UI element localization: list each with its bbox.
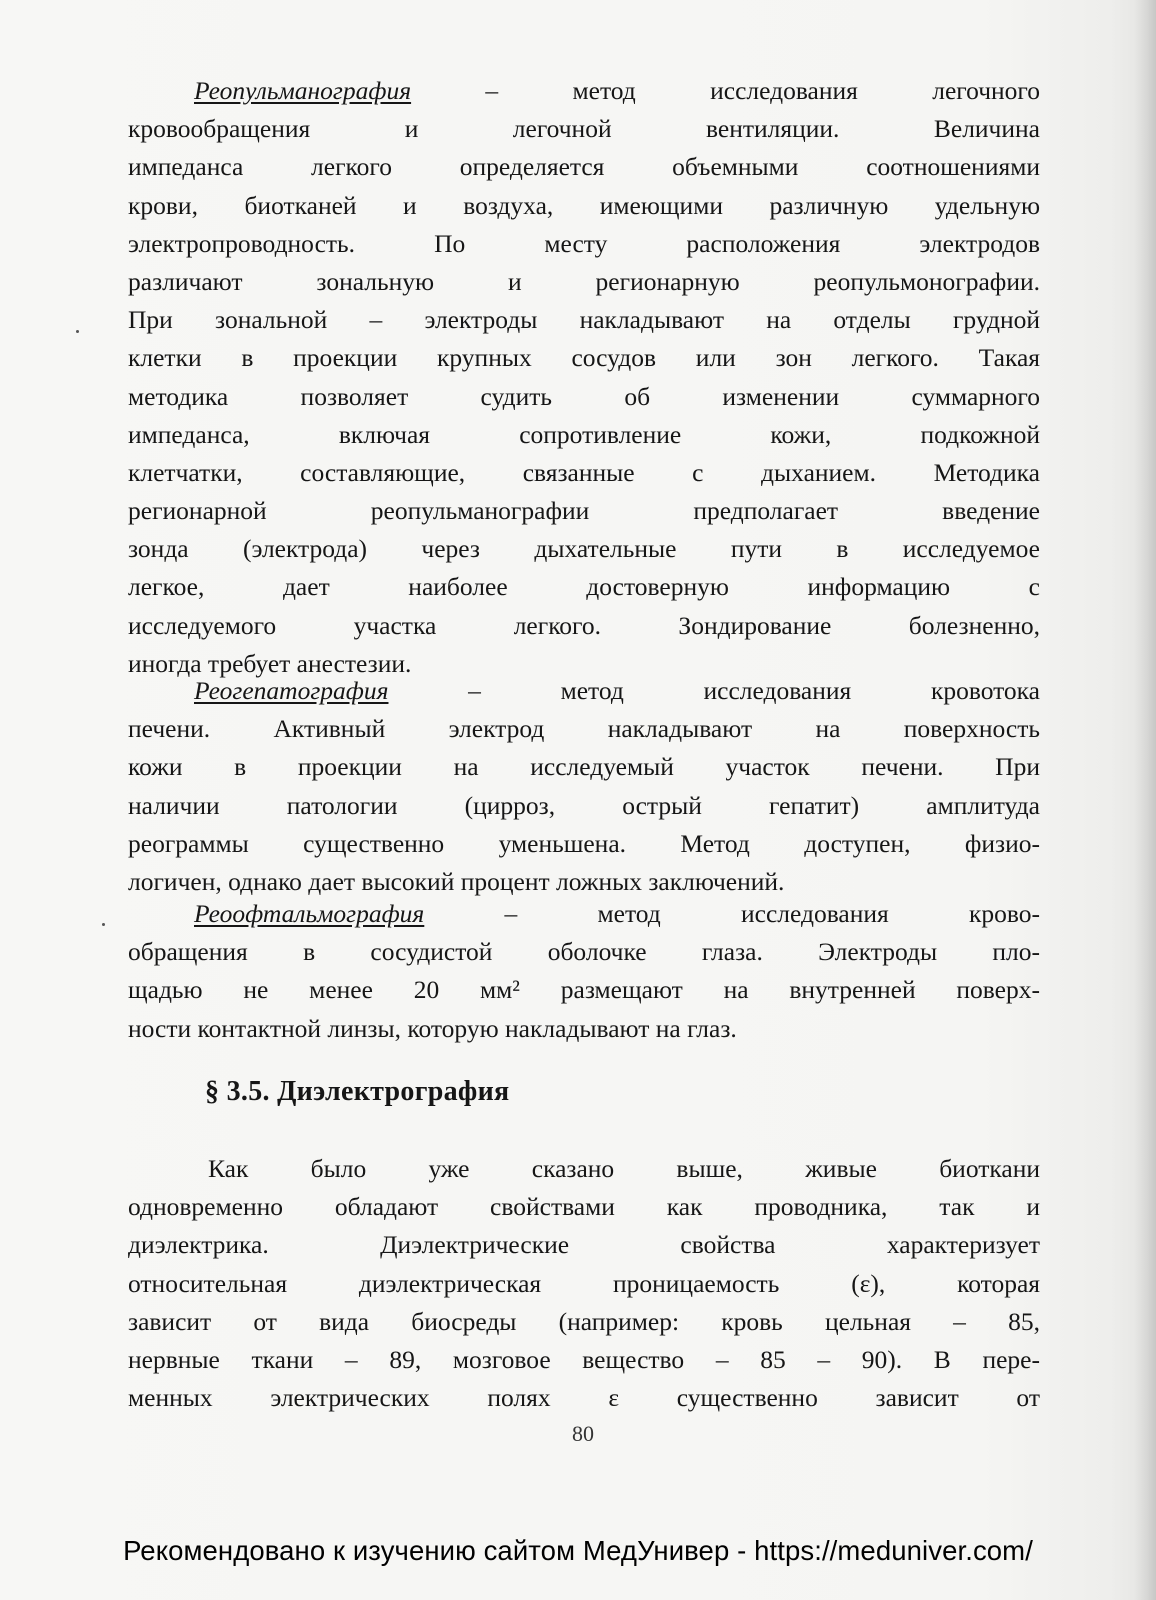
- text-line: электропроводность. По месту расположения электродов: [128, 228, 1040, 258]
- text-line: клетчатки, составляющие, связанные с дыханием. Методика: [128, 457, 1040, 487]
- text-line: крови, биотканей и воздуха, имеющими различную удельную: [128, 190, 1040, 220]
- scan-speck: [102, 923, 105, 926]
- paragraph-reoophthalmography: [128, 895, 1040, 1048]
- text-line: менных электрических полях ε существенно зависит от: [128, 1383, 1040, 1413]
- term-reohepatography: Реогепатография: [194, 676, 389, 705]
- text-line: реограммы существенно уменьшена. Метод доступен, физио-: [128, 828, 1040, 858]
- paragraph-reopulmonography: [128, 72, 1040, 683]
- text-line: Как было уже сказано выше, живые биоткани: [208, 1154, 1040, 1183]
- term-reoophthalmography: Реоофтальмография: [194, 899, 425, 928]
- text-line: логичен, однако дает высокий процент ложных заключений.: [128, 866, 785, 896]
- page-edge-shadow: [1134, 0, 1156, 1600]
- text-line: кожи в проекции на исследуемый участок печени. При: [128, 752, 1040, 782]
- text-line: одновременно обладают свойствами как проводника, так и: [128, 1192, 1040, 1222]
- paragraph-dielectrography: [128, 1150, 1040, 1417]
- text-line: импеданса легкого определяется объемными соотношениями: [128, 152, 1040, 182]
- text-line: клетки в проекции крупных сосудов или зон легкого. Такая: [128, 343, 1040, 373]
- text-line: – метод исследования кровотока: [388, 676, 1040, 705]
- text-line: нервные ткани – 89, мозговое вещество – 85 – 90). В пере-: [128, 1344, 1040, 1374]
- text-line: обращения в сосудистой оболочке глаза. Электроды пло-: [128, 937, 1040, 967]
- text-line: регионарной реопульманографии предполагает введение: [128, 496, 1040, 526]
- term-reopulmonography: Реопульманография: [194, 76, 412, 105]
- text-line: методика позволяет судить об изменении суммарного: [128, 381, 1040, 411]
- text-line: диэлектрика. Диэлектрические свойства характеризует: [128, 1230, 1040, 1260]
- text-line: зависит от вида биосреды (например: кровь цельная – 85,: [128, 1306, 1040, 1336]
- text-line: печени. Активный электрод накладывают на поверхность: [128, 714, 1040, 744]
- footer-recommendation: Рекомендовано к изучению сайтом МедУнивер - https://meduniver.com/: [123, 1535, 1033, 1566]
- paragraph-reohepatography: [128, 672, 1040, 901]
- paragraph-first-line: [128, 72, 1040, 110]
- text-line: ности контактной линзы, которую накладывают на глаз.: [128, 1013, 737, 1043]
- text-line: импеданса, включая сопротивление кожи, подкожной: [128, 419, 1040, 449]
- text-line: – метод исследования легочного: [411, 76, 1040, 105]
- text-line: исследуемого участка легкого. Зондирование болезненно,: [128, 610, 1040, 640]
- scan-speck: [76, 330, 79, 333]
- section-heading: § 3.5. Диэлектрография: [205, 1076, 510, 1107]
- text-line: легкое, дает наиболее достоверную информацию с: [128, 572, 1040, 602]
- text-line: кровообращения и легочной вентиляции. Величина: [128, 114, 1040, 144]
- text-line: наличии патологии (цирроз, острый гепатит) амплитуда: [128, 790, 1040, 820]
- text-line: – метод исследования крово-: [424, 899, 1040, 928]
- text-line: При зональной – электроды накладывают на отделы грудной: [128, 305, 1040, 335]
- text-line: различают зональную и регионарную реопульмонографии.: [128, 266, 1040, 296]
- paragraph-first-line: [128, 672, 1040, 710]
- text-line: иногда требует анестезии.: [128, 648, 412, 678]
- paragraph-first-line: [128, 895, 1040, 933]
- text-line: зонда (электрода) через дыхательные пути в исследуемое: [128, 534, 1040, 564]
- text-line: относительная диэлектрическая проницаемость (ε), которая: [128, 1268, 1040, 1298]
- text-line: щадью не менее 20 мм² размещают на внутренней поверх-: [128, 975, 1040, 1005]
- page-number: 80: [572, 1421, 594, 1446]
